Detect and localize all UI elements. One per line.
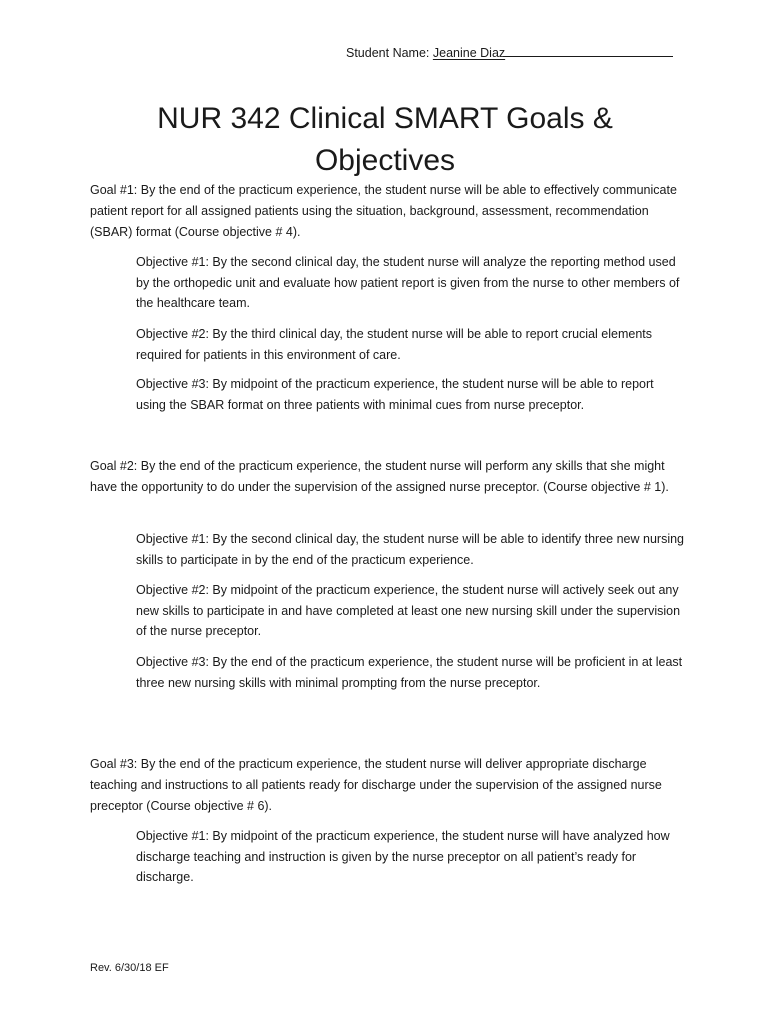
page-title: NUR 342 Clinical SMART Goals & Objectives <box>157 102 613 177</box>
student-name-value: Jeanine Diaz <box>432 46 506 60</box>
goal-2-objective-1: Objective #1: By the second clinical day, the student nurse will be able to identify three new nursing skills to participate in by the end of the practicum experience. <box>136 532 684 567</box>
revision-footer: Rev. 6/30/18 EF <box>90 962 169 974</box>
goal-2: Goal #2: By the end of the practicum experience, the student nurse will perform any skills that she might have the opportunity to do under the supervision of the assigned nurse preceptor. (Course objective # 1). <box>90 459 669 494</box>
goal-2-objective-2: Objective #2: By midpoint of the practicum experience, the student nurse will actively seek out any new skills to participate in and have completed at least one new nursing skill under the supervision of the nurse preceptor. <box>136 583 681 638</box>
goal-2-objective-3: Objective #3: By the end of the practicum experience, the student nurse will be proficient in at least three new nursing skills with minimal prompting from the nurse preceptor. <box>136 655 683 690</box>
goal-1-objective-3: Objective #3: By midpoint of the practicum experience, the student nurse will be able to report using the SBAR format on three patients with minimal cues from nurse preceptor. <box>136 377 654 412</box>
goal-3-objective-1: Objective #1: By midpoint of the practicum experience, the student nurse will have analyzed how discharge teaching and instruction is given by the nurse preceptor on all patient’s ready for discharge. <box>136 829 670 884</box>
student-name-label: Student Name: <box>346 46 430 60</box>
student-name-underline <box>503 44 673 57</box>
goal-1: Goal #1: By the end of the practicum experience, the student nurse will be able to effectively communicate patient report for all assigned patients using the situation, background, assessment, recommendation (SBAR) format (Course objective # 4). <box>90 183 677 239</box>
goal-1-objective-1: Objective #1: By the second clinical day, the student nurse will analyze the reporting method used by the orthopedic unit and evaluate how patient report is given from the nurse to other members of the healthcare team. <box>136 255 680 310</box>
goal-1-objective-2: Objective #2: By the third clinical day, the student nurse will be able to report crucial elements required for patients in this environment of care. <box>136 327 653 362</box>
goal-3: Goal #3: By the end of the practicum experience, the student nurse will deliver appropriate discharge teaching and instructions to all patients ready for discharge under the supervision of the assigned nurse preceptor (Course objective # 6). <box>90 757 662 813</box>
student-name-line <box>346 44 686 60</box>
